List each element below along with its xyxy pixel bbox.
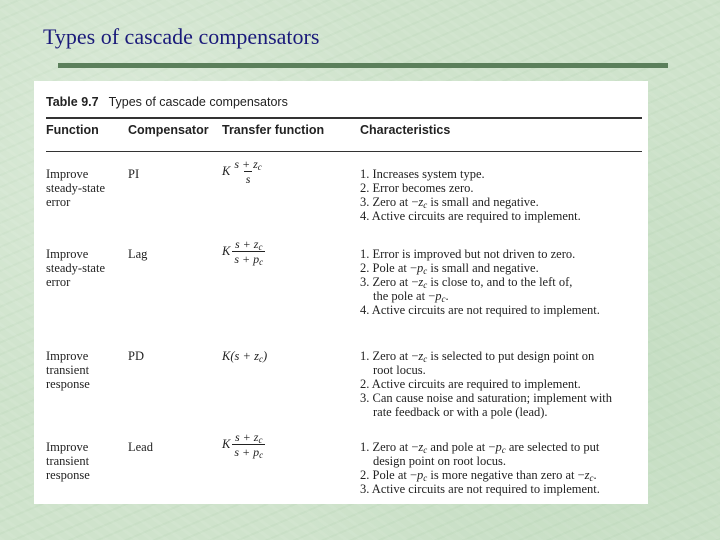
denominator: $s + p_c$ bbox=[234, 445, 264, 460]
compensator-cell: Lead bbox=[128, 440, 153, 454]
compensator-cell: PI bbox=[128, 167, 140, 181]
function-line: Improve bbox=[46, 349, 89, 363]
function-line: error bbox=[46, 195, 71, 209]
slide-title: Types of cascade compensators bbox=[43, 24, 320, 49]
function-line: transient bbox=[46, 454, 90, 468]
transfer-function-cell bbox=[222, 158, 264, 185]
characteristics-cell bbox=[360, 440, 600, 496]
fraction bbox=[232, 158, 263, 185]
function-cell bbox=[46, 349, 90, 391]
characteristic-line: 3. Active circuits are not required to implement. bbox=[360, 482, 600, 496]
compensator-cell: Lag bbox=[128, 247, 148, 261]
function-line: Improve bbox=[46, 247, 89, 261]
transfer-function-cell bbox=[222, 349, 267, 364]
table-number: Table 9.7 bbox=[46, 95, 99, 109]
characteristics-cell bbox=[360, 247, 600, 317]
characteristic-line: 4. Active circuits are not required to implement. bbox=[360, 303, 600, 317]
function-line: response bbox=[46, 377, 90, 391]
gain-symbol: K bbox=[222, 244, 231, 258]
characteristic-line: 2. Error becomes zero. bbox=[360, 181, 474, 195]
characteristic-line: root locus. bbox=[373, 363, 426, 377]
header-compensator: Compensator bbox=[128, 123, 209, 137]
header-bottom-rule bbox=[46, 151, 642, 152]
transfer-expression: $K(s + z_c)$ bbox=[222, 349, 268, 364]
function-cell bbox=[46, 167, 105, 209]
characteristic-line: 1. Increases system type. bbox=[360, 167, 485, 181]
transfer-function-cell bbox=[222, 431, 265, 458]
characteristic-line: 3. Zero at $-z_c$ is close to, and to the left of, bbox=[360, 275, 573, 290]
function-line: error bbox=[46, 275, 71, 289]
function-line: steady-state bbox=[46, 181, 106, 195]
table-top-rule bbox=[46, 117, 642, 119]
header-characteristics: Characteristics bbox=[360, 123, 451, 137]
table-caption-text: Types of cascade compensators bbox=[108, 95, 288, 109]
compensator-cell: PD bbox=[128, 349, 144, 363]
table-caption bbox=[46, 95, 288, 109]
characteristic-line: 2. Active circuits are required to implement. bbox=[360, 377, 581, 391]
numerator: $s + z_c$ bbox=[234, 157, 262, 172]
function-line: steady-state bbox=[46, 261, 106, 275]
characteristic-line: the pole at $-p_c$. bbox=[373, 289, 449, 304]
function-line: response bbox=[46, 468, 90, 482]
characteristic-line: 2. Pole at $-p_c$ is more negative than zero at $-z_c$. bbox=[360, 468, 597, 483]
function-cell bbox=[46, 247, 105, 289]
function-line: transient bbox=[46, 363, 90, 377]
characteristic-line: 1. Error is improved but not driven to zero. bbox=[360, 247, 576, 261]
characteristic-line: 3. Can cause noise and saturation; implement with bbox=[360, 391, 613, 405]
function-line: Improve bbox=[46, 167, 89, 181]
characteristics-cell bbox=[360, 167, 581, 223]
transfer-function-cell bbox=[222, 238, 265, 265]
characteristic-line: design point on root locus. bbox=[373, 454, 506, 468]
numerator: $s + z_c$ bbox=[235, 430, 263, 445]
denominator: s bbox=[245, 172, 251, 186]
gain-symbol: K bbox=[222, 164, 231, 178]
title-underline bbox=[58, 63, 668, 68]
function-line: Improve bbox=[46, 440, 89, 454]
function-cell bbox=[46, 440, 90, 482]
gain-symbol: K bbox=[222, 437, 231, 451]
numerator: $s + z_c$ bbox=[235, 237, 263, 252]
header-transfer-function: Transfer function bbox=[222, 123, 325, 137]
compensator-table bbox=[34, 81, 648, 504]
characteristic-line: 4. Active circuits are required to implement. bbox=[360, 209, 581, 223]
fraction bbox=[232, 431, 265, 458]
characteristic-line: 1. Zero at $-z_c$ and pole at $-p_c$ are selected to put bbox=[360, 440, 600, 455]
characteristic-line: rate feedback or with a pole (lead). bbox=[373, 405, 548, 419]
fraction bbox=[232, 238, 265, 265]
denominator: $s + p_c$ bbox=[234, 252, 264, 267]
characteristic-line: 2. Pole at $-p_c$ is small and negative. bbox=[360, 261, 539, 276]
characteristic-line: 1. Zero at $-z_c$ is selected to put design point on bbox=[360, 349, 595, 364]
characteristics-cell bbox=[360, 349, 612, 419]
characteristic-line: 3. Zero at $-z_c$ is small and negative. bbox=[360, 195, 539, 210]
header-function: Function bbox=[46, 123, 99, 137]
